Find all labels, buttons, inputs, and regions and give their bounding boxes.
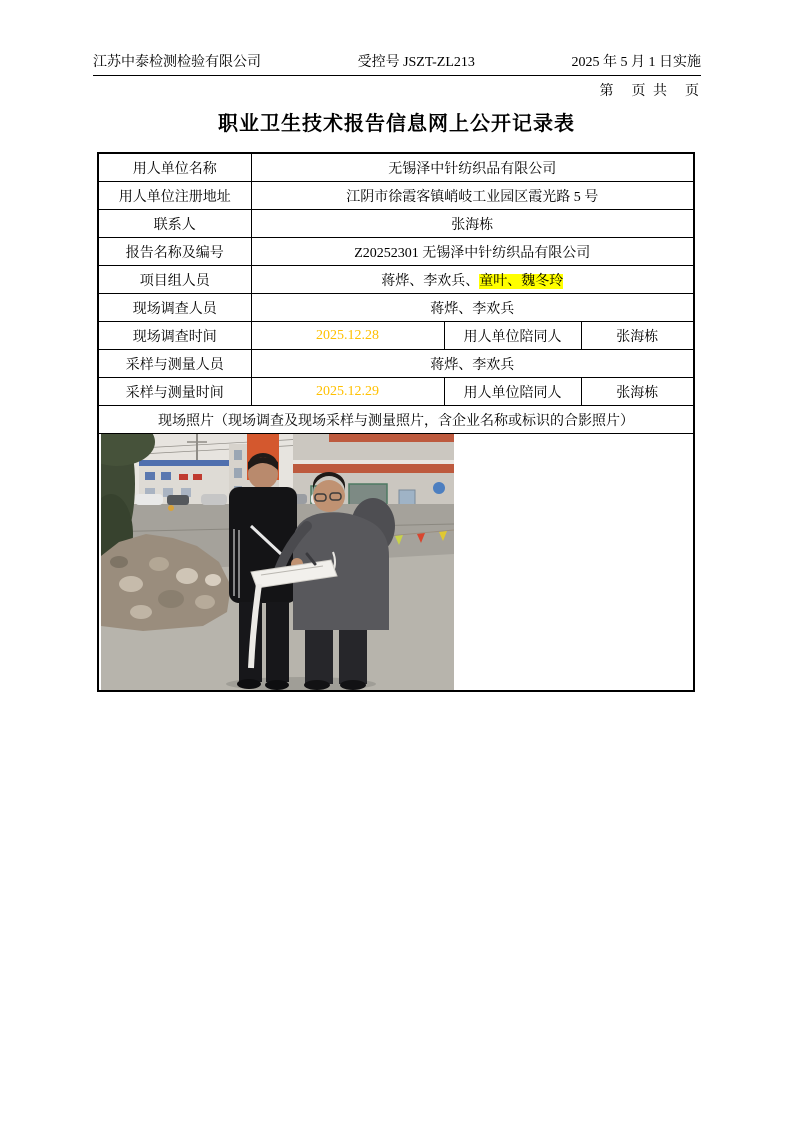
site-survey-staff-label: 现场调查人员: [98, 294, 251, 322]
table-row-contact-person: [98, 210, 694, 238]
table-row-site-survey-time: [98, 322, 694, 350]
site-survey-companion-value: 张海栋: [581, 322, 694, 350]
employer-name-value: 无锡泽中针纺织品有限公司: [251, 153, 694, 182]
project-team-label: 项目组人员: [98, 266, 251, 294]
photo-cell: [98, 434, 694, 692]
sampling-time-label: 采样与测量时间: [98, 378, 251, 406]
site-survey-time-value: 2025.12.28: [251, 322, 444, 350]
employer-address-label: 用人单位注册地址: [98, 182, 251, 210]
page-title: 职业卫生技术报告信息网上公开记录表: [218, 113, 575, 135]
table-row-site-survey-staff: [98, 294, 694, 322]
record-table: [97, 152, 695, 692]
report-name-no-label: 报告名称及编号: [98, 238, 251, 266]
sampling-staff-value: 蒋烨、李欢兵: [251, 350, 694, 378]
sampling-companion-label: 用人单位陪同人: [444, 378, 581, 406]
contact-person-value: 张海栋: [251, 210, 694, 238]
table-row-project-team: [98, 266, 694, 294]
contact-person-label: 联系人: [98, 210, 251, 238]
header-implementation-date: 2025 年 5 月 1 日实施: [571, 55, 701, 70]
header-page-count: 第 页 共 页: [599, 84, 701, 99]
site-survey-companion-label: 用人单位陪同人: [444, 322, 581, 350]
employer-name-label: 用人单位名称: [98, 153, 251, 182]
project-team-plain: 蒋烨、李欢兵、: [381, 273, 480, 289]
table-row-report-name-no: [98, 238, 694, 266]
table-row-employer-name: [98, 153, 694, 182]
table-row-photo: [98, 434, 694, 692]
sampling-staff-label: 采样与测量人员: [98, 350, 251, 378]
photo-hydrant: [168, 505, 174, 511]
photo-caption: 现场照片（现场调查及现场采样与测量照片，含企业名称或标识的合影照片）: [98, 406, 694, 434]
project-team-value: [251, 266, 694, 294]
table-row-sampling-staff: [98, 350, 694, 378]
table-row-photo-caption: [98, 406, 694, 434]
site-survey-staff-value: 蒋烨、李欢兵: [251, 294, 694, 322]
document-header: [93, 54, 701, 76]
site-survey-time-label: 现场调查时间: [98, 322, 251, 350]
sampling-time-value: 2025.12.29: [251, 378, 444, 406]
site-photo: [101, 434, 454, 690]
table-row-employer-address: [98, 182, 694, 210]
photo-blue-sign: [433, 482, 445, 494]
table-row-sampling-time: [98, 378, 694, 406]
project-team-highlighted: 童叶、魏冬玲: [479, 273, 564, 289]
header-control-number: 受控号 JSZT-ZL213: [357, 55, 475, 70]
employer-address-value: 江阴市徐霞客镇峭岐工业园区霞光路 5 号: [251, 182, 694, 210]
header-company: 江苏中泰检测检验有限公司: [93, 55, 261, 70]
report-name-no-value: Z20252301 无锡泽中针纺织品有限公司: [251, 238, 694, 266]
sampling-companion-value: 张海栋: [581, 378, 694, 406]
